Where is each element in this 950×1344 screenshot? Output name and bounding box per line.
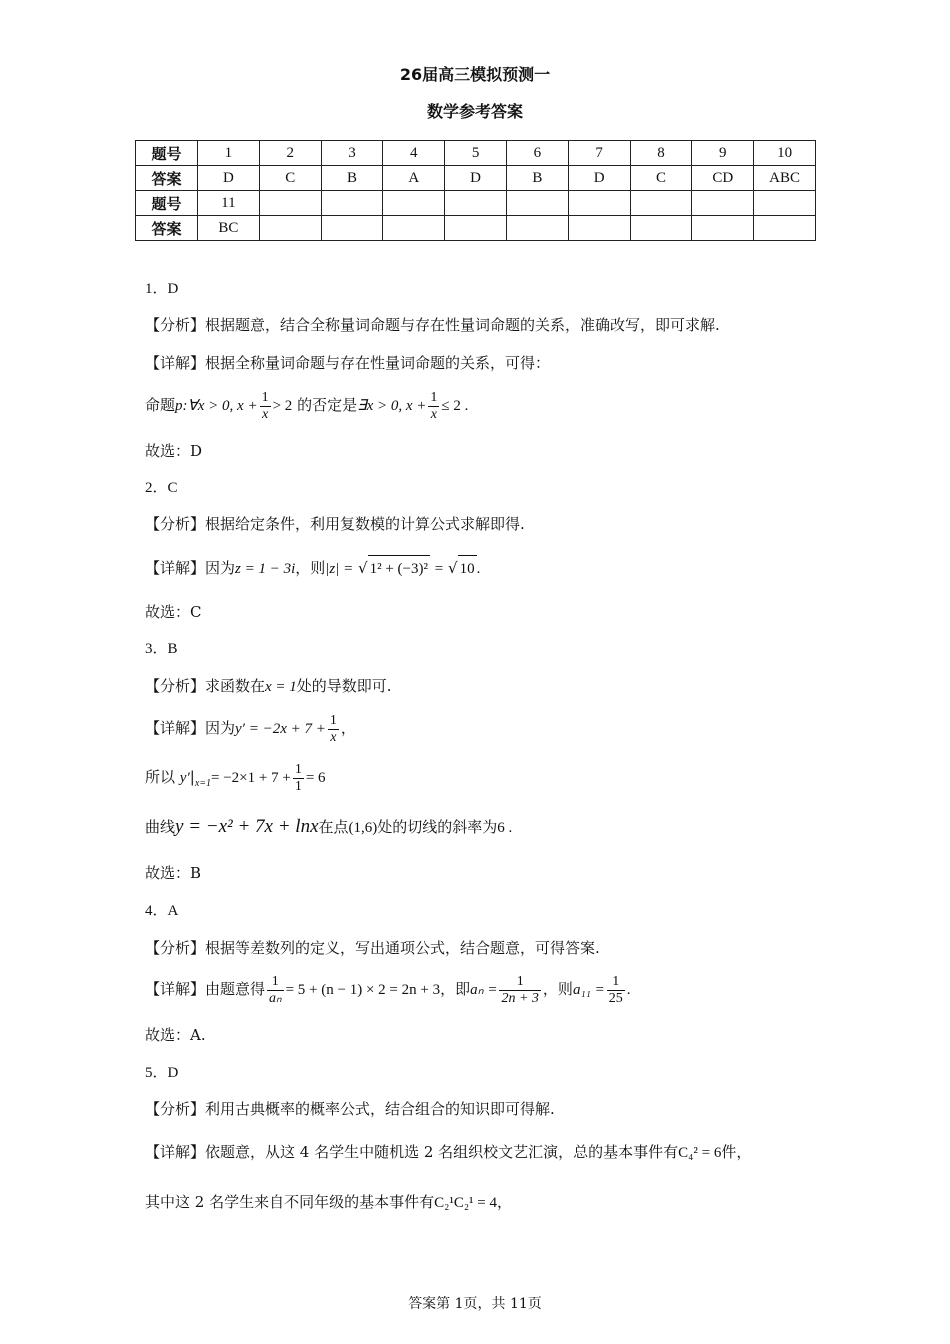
sqrt-content: 1² + (−3)² xyxy=(368,555,430,582)
table-cell xyxy=(754,191,816,216)
table-cell: B xyxy=(506,166,568,191)
table-cell xyxy=(383,191,445,216)
sqrt-content: 10 xyxy=(458,555,477,582)
table-header-cell: 答案 xyxy=(136,216,198,241)
text: 件， xyxy=(721,1143,752,1161)
math: aₙ = xyxy=(470,982,498,998)
text: 处的导数即可. xyxy=(296,677,392,695)
q2-heading: 2．C xyxy=(145,480,178,496)
page-title: 26届高三模拟预测一 xyxy=(399,65,551,84)
math: = −2×1 + 7 + xyxy=(211,770,291,786)
table-cell xyxy=(321,191,383,216)
table-row xyxy=(136,191,816,216)
q4-heading: 4．A xyxy=(145,903,179,919)
math: = 5 + (n − 1) × 2 = 2n + 3 xyxy=(285,982,441,998)
table-cell xyxy=(506,191,568,216)
q3-substitution: 所以 $y'|_{x=1}= -2\times 1 + 7$ + $\frac{1}{1}$ = 6 xyxy=(145,761,326,794)
math: = 6 xyxy=(305,770,326,786)
table-cell: 6 xyxy=(506,141,568,166)
math: x = 1 xyxy=(265,679,297,695)
table-cell xyxy=(506,216,568,241)
denominator: 1 xyxy=(294,778,302,794)
denominator: 2n + 3 xyxy=(501,990,539,1006)
table-cell: 2 xyxy=(259,141,321,166)
math: :∀x > 0, x + xyxy=(182,398,258,414)
table-cell xyxy=(630,191,692,216)
table-cell: C xyxy=(630,166,692,191)
math: p xyxy=(175,398,183,414)
numerator: 1 xyxy=(430,389,438,405)
denominator: 25 xyxy=(608,990,623,1006)
table-cell: 5 xyxy=(445,141,507,166)
table-header-cell: 题号 xyxy=(136,191,198,216)
q5-heading: 5．D xyxy=(145,1065,179,1081)
math: |z| = xyxy=(325,561,354,577)
fraction xyxy=(499,974,540,1007)
text: ，则 xyxy=(542,980,573,998)
denominator: x xyxy=(330,729,337,745)
text: 【详解】因为 xyxy=(145,719,236,737)
table-cell xyxy=(568,191,630,216)
math: . xyxy=(476,561,481,577)
table-cell xyxy=(754,216,816,241)
q5-detail xyxy=(145,1142,751,1163)
text: ， xyxy=(340,719,356,737)
text: 【详解】由题意得 xyxy=(145,980,266,998)
math: C₄² = 6 xyxy=(678,1145,722,1161)
table-cell: 3 xyxy=(321,141,383,166)
q1-heading: 1．D xyxy=(145,281,179,297)
table-cell: A xyxy=(383,166,445,191)
table-cell: 8 xyxy=(630,141,692,166)
q4-analysis: 【分析】根据等差数列的定义，写出通项公式，结合题意，可得答案. xyxy=(145,939,600,957)
text: 所以 xyxy=(145,768,176,786)
answer-table xyxy=(135,140,816,241)
table-cell xyxy=(259,216,321,241)
numerator: 1 xyxy=(499,974,540,991)
math: y′ = −2x + 7 + xyxy=(235,721,326,737)
q2-detail: 【详解】因为z = 1 − 3i，则|z| = √ 1² + (−3)² = √ 10 . xyxy=(145,555,480,582)
table-cell xyxy=(692,191,754,216)
table-cell: 10 xyxy=(754,141,816,166)
text: ， xyxy=(497,1193,513,1211)
text: 其中这 2 名学生来自不同年级的基本事件有 xyxy=(145,1193,435,1211)
fraction xyxy=(267,974,284,1007)
table-cell: D xyxy=(445,166,507,191)
denominator: x xyxy=(261,406,269,422)
math: . xyxy=(626,982,631,998)
table-cell: B xyxy=(321,166,383,191)
math: 6 . xyxy=(497,820,513,836)
table-row xyxy=(136,141,816,166)
text: 的否定是 xyxy=(297,396,358,414)
q5-detail-2 xyxy=(145,1192,512,1213)
math: ≤ 2 . xyxy=(441,398,469,414)
table-cell: C xyxy=(259,166,321,191)
q3-analysis xyxy=(145,676,392,697)
text: 【详解】因为 xyxy=(145,559,236,577)
table-cell xyxy=(630,216,692,241)
numerator: 1 xyxy=(329,712,337,728)
q1-formula xyxy=(145,385,468,426)
table-cell xyxy=(321,216,383,241)
q5-analysis: 【分析】利用古典概率的概率公式，结合组合的知识即可得解. xyxy=(145,1100,555,1118)
table-cell: D xyxy=(198,166,260,191)
table-cell: BC xyxy=(198,216,260,241)
q3-detail xyxy=(145,708,356,749)
table-cell: CD xyxy=(692,166,754,191)
text: ，则 xyxy=(295,559,326,577)
numerator: 1 xyxy=(261,389,269,405)
text: 曲线 xyxy=(145,818,176,836)
table-cell xyxy=(259,191,321,216)
table-cell: D xyxy=(568,166,630,191)
q2-analysis: 【分析】根据给定条件，利用复数模的计算公式求解即得. xyxy=(145,515,525,533)
table-cell: ABC xyxy=(754,166,816,191)
page-footer: 答案第 1页，共 11页 xyxy=(408,1296,542,1312)
denominator: x xyxy=(430,406,438,422)
fraction xyxy=(293,762,304,795)
math: ∃x > 0, x + xyxy=(357,398,427,414)
table-cell: 7 xyxy=(568,141,630,166)
table-header-cell: 答案 xyxy=(136,166,198,191)
text: 在点 xyxy=(318,818,349,836)
math: y = −x² + 7x + lnx xyxy=(175,816,319,837)
table-cell: 9 xyxy=(692,141,754,166)
table-cell xyxy=(568,216,630,241)
subscript: x=1 xyxy=(194,778,211,789)
q1-choice: 故选：D xyxy=(145,442,203,460)
text: ，即 xyxy=(440,980,471,998)
table-cell: 11 xyxy=(198,191,260,216)
table-row xyxy=(136,166,816,191)
text: 命题 xyxy=(145,396,176,414)
q3-conclusion xyxy=(145,815,512,840)
math: (1,6) xyxy=(348,820,378,836)
math: z = 1 − 3i xyxy=(235,561,296,577)
table-row xyxy=(136,216,816,241)
q3-heading: 3．B xyxy=(145,641,178,657)
q2-choice: 故选：C xyxy=(145,603,202,621)
fraction xyxy=(607,974,625,1007)
table-cell xyxy=(692,216,754,241)
q3-choice: 故选：B xyxy=(145,864,202,882)
fraction xyxy=(328,713,339,746)
numerator: 1 xyxy=(294,761,302,777)
numerator: 1 xyxy=(607,974,625,991)
table-cell xyxy=(445,216,507,241)
math: C₂¹C₂¹ = 4 xyxy=(434,1195,498,1211)
math: y′ xyxy=(179,770,190,786)
math: > 2 xyxy=(272,398,293,414)
table-cell: 1 xyxy=(198,141,260,166)
math: a₁₁ = xyxy=(572,982,605,998)
text: 处的切线的斜率为 xyxy=(377,818,498,836)
fraction xyxy=(260,390,271,423)
table-cell xyxy=(383,216,445,241)
math: = xyxy=(434,561,444,577)
fraction xyxy=(428,390,439,423)
table-header-cell: 题号 xyxy=(136,141,198,166)
table-cell xyxy=(445,191,507,216)
q1-detail: 【详解】根据全称量词命题与存在性量词命题的关系，可得： xyxy=(145,354,551,372)
numerator: 1 xyxy=(267,974,284,991)
text: 【分析】求函数在 xyxy=(145,677,266,695)
table-cell: 4 xyxy=(383,141,445,166)
q4-detail xyxy=(145,969,631,1010)
q1-analysis: 【分析】根据题意，结合全称量词命题与存在性量词命题的关系，准确改写，即可求解. xyxy=(145,316,720,334)
denominator: aₙ xyxy=(269,990,282,1006)
page-subtitle: 数学参考答案 xyxy=(426,102,523,121)
q4-choice: 故选：A. xyxy=(145,1026,206,1044)
text: 【详解】依题意，从这 4 名学生中随机选 2 名组织校文艺汇演，总的基本事件有 xyxy=(145,1143,679,1161)
